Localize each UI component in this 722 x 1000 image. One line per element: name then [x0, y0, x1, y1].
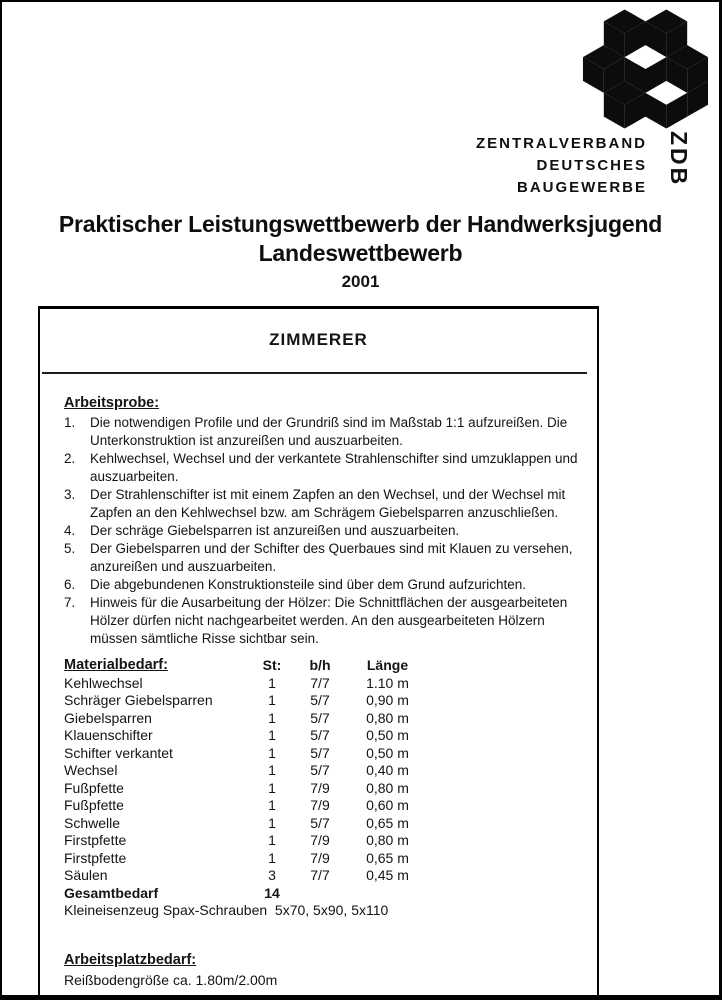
material-row: [64, 762, 585, 780]
material-name: Schifter verkantet: [64, 744, 173, 761]
organization-name: [476, 133, 647, 199]
material-cross-section: 5/7: [310, 692, 330, 708]
material-row: [64, 675, 585, 693]
material-name: Wechsel: [64, 762, 118, 778]
arbeitsprobe-heading: Arbeitsprobe:: [64, 395, 160, 411]
org-line-1: ZENTRALVERBAND: [475, 135, 647, 152]
material-rows: [64, 675, 585, 885]
material-row: [64, 815, 585, 833]
material-count: 1: [268, 709, 276, 726]
item-number: 6.: [64, 577, 76, 592]
material-header-row: [64, 657, 585, 675]
material-length: 0,50 m: [366, 744, 409, 761]
material-row: [64, 850, 585, 868]
material-count: 1: [268, 849, 276, 866]
material-count: 1: [268, 797, 276, 813]
material-name: Säulen: [64, 867, 108, 883]
material-name: Schräger Giebelsparren: [64, 692, 213, 708]
total-label: Gesamtbedarf: [64, 884, 159, 901]
arbeitsprobe-item: [64, 414, 585, 450]
material-name: Firstpfette: [64, 849, 127, 866]
material-row: [64, 867, 585, 885]
material-length: 0,60 m: [366, 797, 409, 813]
material-cross-section: 5/7: [310, 762, 330, 778]
arbeitsprobe-list: [64, 414, 585, 648]
material-name: Fußpfette: [64, 779, 124, 796]
column-header-bh: b/h: [309, 657, 331, 673]
item-number: 2.: [64, 451, 76, 466]
material-name: Schwelle: [64, 814, 121, 831]
material-count: 1: [268, 727, 276, 743]
org-line-3: BAUGEWERBE: [516, 179, 647, 196]
material-row: [64, 832, 585, 850]
material-row: [64, 797, 585, 815]
material-heading: Materialbedarf:: [64, 657, 168, 673]
material-row: [64, 745, 585, 763]
arbeitsprobe-item: [64, 522, 585, 540]
material-length: 0,90 m: [366, 692, 409, 708]
item-text: Kehlwechsel, Wechsel und der verkantete Strahlenschifter sind umzuklappen und auszuarbeiten.: [90, 451, 578, 484]
material-length: 0,50 m: [366, 727, 409, 743]
material-length: 0,80 m: [366, 832, 409, 848]
item-text: Der schräge Giebelsparren ist anzureißen und auszuarbeiten.: [90, 523, 460, 538]
material-cross-section: 5/7: [310, 727, 330, 743]
title-year: 2001: [341, 272, 380, 291]
panel-content: [40, 374, 597, 989]
total-value: 14: [264, 884, 280, 901]
material-name: Giebelsparren: [64, 709, 152, 726]
document-title: [2, 210, 719, 294]
material-length: 1.10 m: [366, 674, 409, 691]
material-name: Klauenschifter: [64, 727, 153, 743]
material-length: 0,40 m: [366, 762, 409, 778]
material-cross-section: 7/9: [310, 832, 330, 848]
material-name: Fußpfette: [64, 797, 124, 813]
material-row: [64, 692, 585, 710]
material-length: 0,80 m: [366, 779, 409, 796]
material-cross-section: 5/7: [310, 814, 330, 831]
material-cross-section: 7/9: [310, 779, 330, 796]
item-text: Der Strahlenschifter ist mit einem Zapfen an den Wechsel, und der Wechsel mit Zapfen an den Kehlwechsel bzw. am Schrägem Giebelsparren anzuschließen.: [90, 487, 566, 520]
material-count: 3: [268, 867, 276, 883]
item-number: 7.: [64, 595, 76, 610]
material-count: 1: [268, 832, 276, 848]
material-length: 0,65 m: [366, 849, 409, 866]
item-text: Die notwendigen Profile und der Grundriß sind im Maßstab 1:1 aufzureißen. Die Unterkonstruktion ist anzureißen und auszuarbeiten.: [90, 415, 568, 448]
item-text: Der Giebelsparren und der Schifter des Querbaues sind mit Klauen zu versehen, anzureißen und auszuarbeiten.: [90, 541, 573, 574]
item-number: 1.: [64, 415, 76, 430]
hardware-note: Kleineisenzeug Spax-Schrauben 5x70, 5x90, 5x110: [64, 902, 389, 918]
material-row: [64, 780, 585, 798]
material-cross-section: 5/7: [310, 709, 330, 726]
material-count: 1: [268, 744, 276, 761]
material-count: 1: [268, 674, 276, 691]
item-number: 3.: [64, 487, 76, 502]
item-text: Hinweis für die Ausarbeitung der Hölzer: Die Schnittflächen der ausgearbeiteten Hölzer dürfen nicht nachgearbeitet werden. An den ausgearbeiteten Hölzern müssen sämtliche Risse sichtbar sein.: [90, 595, 568, 646]
org-acronym-vertical: ZDB: [666, 131, 692, 188]
item-number: 4.: [64, 523, 76, 538]
material-section: [64, 657, 585, 920]
material-name: Kehlwechsel: [64, 674, 143, 691]
item-text: Die abgebundenen Konstruktionsteile sind über dem Grund aufzurichten.: [90, 577, 527, 592]
material-cross-section: 7/7: [310, 674, 330, 691]
material-row: [64, 710, 585, 728]
arbeitsplatz-heading: Arbeitsplatzbedarf:: [64, 951, 197, 968]
zimmerer-panel: [38, 306, 599, 995]
arbeitsplatz-text: Reißbodengröße ca. 1.80m/2.00m: [64, 971, 278, 988]
material-name: Firstpfette: [64, 832, 127, 848]
material-cross-section: 7/7: [310, 867, 330, 883]
material-length: 0,45 m: [366, 867, 409, 883]
arbeitsprobe-item: [64, 576, 585, 594]
material-count: 1: [268, 692, 276, 708]
arbeitsprobe-item: [64, 450, 585, 486]
logo-cube-cluster: [583, 9, 708, 128]
title-line-1: Praktischer Leistungswettbewerb der Handwerksjugend: [58, 211, 663, 237]
arbeitsprobe-item: [64, 486, 585, 522]
material-count: 1: [268, 762, 276, 778]
column-header-st: St:: [262, 657, 282, 673]
material-length: 0,80 m: [366, 709, 409, 726]
material-cross-section: 5/7: [310, 744, 330, 761]
material-total-row: [64, 885, 585, 903]
material-cross-section: 7/9: [310, 849, 330, 866]
material-count: 1: [268, 814, 276, 831]
material-row: [64, 727, 585, 745]
material-cross-section: 7/9: [310, 797, 330, 813]
panel-heading: ZIMMERER: [269, 330, 368, 349]
item-number: 5.: [64, 541, 76, 556]
column-header-laenge: Länge: [366, 657, 409, 673]
arbeitsprobe-item: [64, 594, 585, 648]
material-length: 0,65 m: [366, 814, 409, 831]
arbeitsprobe-item: [64, 540, 585, 576]
org-line-2: DEUTSCHES: [536, 157, 647, 174]
zdb-cubes-logo-icon: [579, 7, 712, 131]
arbeitsplatz-section: [64, 951, 585, 989]
title-line-2: Landeswettbewerb: [258, 240, 463, 266]
material-count: 1: [268, 779, 276, 796]
